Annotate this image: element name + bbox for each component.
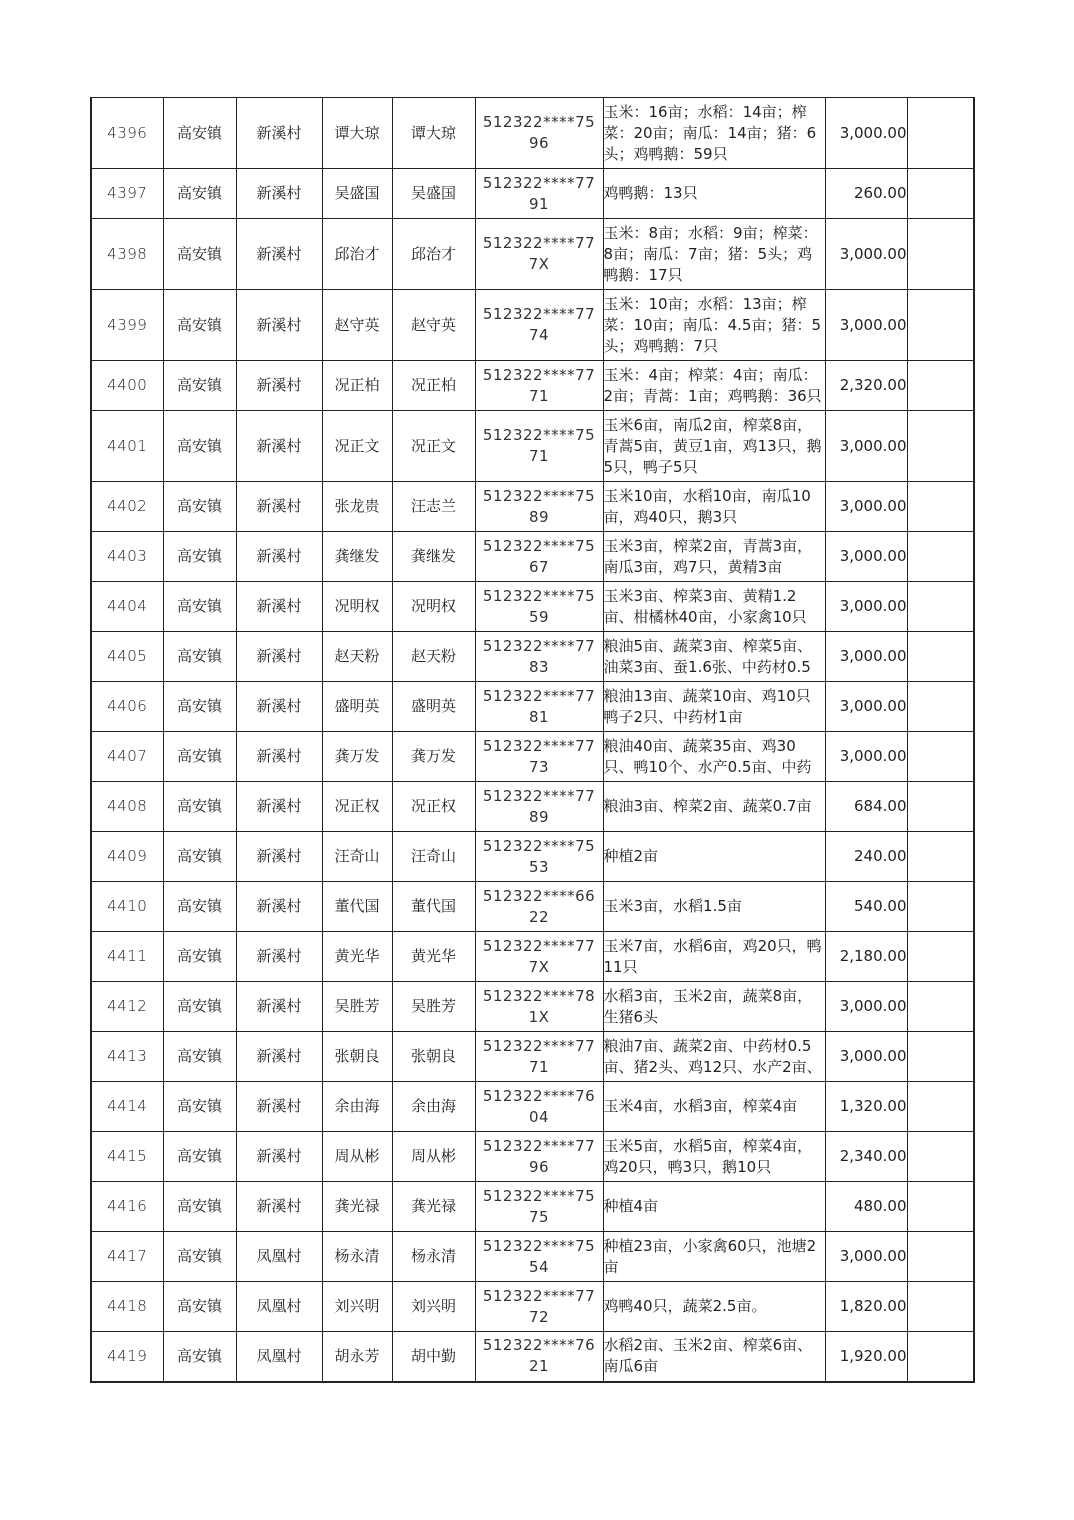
amount-cell: 1,320.00	[825, 1082, 907, 1132]
household-head-cell: 赵守英	[322, 290, 392, 361]
remark-cell	[907, 482, 974, 532]
remark-cell	[907, 982, 974, 1032]
household-head-cell: 刘兴明	[322, 1282, 392, 1332]
table-row	[91, 732, 974, 782]
row-number-cell: 4415	[91, 1132, 163, 1182]
id-number-cell: 512322****777X	[475, 932, 603, 982]
id-number-cell: 512322****7796	[475, 1132, 603, 1182]
id-number-cell: 512322****7772	[475, 1282, 603, 1332]
production-description-cell: 玉米：16亩；水稻：14亩；榨菜：20亩；南瓜：14亩；猪：6头；鸡鸭鹅：59只	[603, 98, 825, 169]
amount-cell: 3,000.00	[825, 532, 907, 582]
production-description-cell: 种植2亩	[603, 832, 825, 882]
row-number-cell: 4409	[91, 832, 163, 882]
table-body	[91, 98, 974, 1382]
production-description-cell: 鸡鸭鹅：13只	[603, 169, 825, 219]
remark-cell	[907, 832, 974, 882]
village-cell: 新溪村	[236, 411, 322, 482]
household-head-cell: 赵天粉	[322, 632, 392, 682]
household-head-cell: 董代国	[322, 882, 392, 932]
village-cell: 新溪村	[236, 682, 322, 732]
remark-cell	[907, 361, 974, 411]
row-number-cell: 4398	[91, 219, 163, 290]
household-head-cell: 谭大琼	[322, 98, 392, 169]
payee-cell: 况正柏	[392, 361, 475, 411]
row-number-cell: 4407	[91, 732, 163, 782]
household-head-cell: 张朝良	[322, 1032, 392, 1082]
village-cell: 新溪村	[236, 361, 322, 411]
remark-cell	[907, 1032, 974, 1082]
household-head-cell: 龚光禄	[322, 1182, 392, 1232]
table-row	[91, 98, 974, 169]
town-cell: 高安镇	[163, 882, 236, 932]
id-number-cell: 512322****7553	[475, 832, 603, 882]
production-description-cell: 粮油3亩、榨菜2亩、蔬菜0.7亩	[603, 782, 825, 832]
town-cell: 高安镇	[163, 932, 236, 982]
id-number-cell: 512322****7604	[475, 1082, 603, 1132]
remark-cell	[907, 1232, 974, 1282]
payee-cell: 龚万发	[392, 732, 475, 782]
town-cell: 高安镇	[163, 832, 236, 882]
id-number-cell: 512322****7789	[475, 782, 603, 832]
remark-cell	[907, 782, 974, 832]
remark-cell	[907, 1332, 974, 1382]
town-cell: 高安镇	[163, 1082, 236, 1132]
village-cell: 新溪村	[236, 482, 322, 532]
production-description-cell: 玉米7亩，水稻6亩，鸡20只，鸭11只	[603, 932, 825, 982]
production-description-cell: 种植4亩	[603, 1182, 825, 1232]
village-cell: 新溪村	[236, 982, 322, 1032]
id-number-cell: 512322****7567	[475, 532, 603, 582]
amount-cell: 684.00	[825, 782, 907, 832]
payee-cell: 胡中勤	[392, 1332, 475, 1382]
remark-cell	[907, 98, 974, 169]
payee-cell: 龚继发	[392, 532, 475, 582]
village-cell: 新溪村	[236, 1032, 322, 1082]
row-number-cell: 4412	[91, 982, 163, 1032]
village-cell: 新溪村	[236, 732, 322, 782]
village-cell: 新溪村	[236, 782, 322, 832]
payee-cell: 周从彬	[392, 1132, 475, 1182]
row-number-cell: 4399	[91, 290, 163, 361]
town-cell: 高安镇	[163, 782, 236, 832]
payee-cell: 杨永清	[392, 1232, 475, 1282]
remark-cell	[907, 932, 974, 982]
row-number-cell: 4402	[91, 482, 163, 532]
production-description-cell: 粮油5亩、蔬菜3亩、榨菜5亩、油菜3亩、蚕1.6张、中药材0.5	[603, 632, 825, 682]
row-number-cell: 4410	[91, 882, 163, 932]
table-row	[91, 1282, 974, 1332]
amount-cell: 2,340.00	[825, 1132, 907, 1182]
id-number-cell: 512322****7575	[475, 1182, 603, 1232]
remark-cell	[907, 1132, 974, 1182]
id-number-cell: 512322****7571	[475, 411, 603, 482]
row-number-cell: 4416	[91, 1182, 163, 1232]
amount-cell: 3,000.00	[825, 732, 907, 782]
id-number-cell: 512322****7774	[475, 290, 603, 361]
row-number-cell: 4414	[91, 1082, 163, 1132]
amount-cell: 1,820.00	[825, 1282, 907, 1332]
production-description-cell: 粮油13亩、蔬菜10亩、鸡10只鸭子2只、中药材1亩	[603, 682, 825, 732]
town-cell: 高安镇	[163, 361, 236, 411]
table-row	[91, 219, 974, 290]
row-number-cell: 4404	[91, 582, 163, 632]
town-cell: 高安镇	[163, 98, 236, 169]
table-row	[91, 361, 974, 411]
production-description-cell: 玉米：10亩；水稻：13亩；榨菜：10亩；南瓜：4.5亩；猪：5头；鸡鸭鹅：7只	[603, 290, 825, 361]
table-row	[91, 782, 974, 832]
payee-cell: 况正文	[392, 411, 475, 482]
remark-cell	[907, 1182, 974, 1232]
payee-cell: 邱治才	[392, 219, 475, 290]
row-number-cell: 4401	[91, 411, 163, 482]
id-number-cell: 512322****7781	[475, 682, 603, 732]
production-description-cell: 粮油40亩、蔬菜35亩、鸡30只、鸭10个、水产0.5亩、中药	[603, 732, 825, 782]
id-number-cell: 512322****7554	[475, 1232, 603, 1282]
village-cell: 凤凰村	[236, 1232, 322, 1282]
table-row	[91, 290, 974, 361]
town-cell: 高安镇	[163, 1232, 236, 1282]
household-head-cell: 周从彬	[322, 1132, 392, 1182]
amount-cell: 480.00	[825, 1182, 907, 1232]
row-number-cell: 4413	[91, 1032, 163, 1082]
household-head-cell: 杨永清	[322, 1232, 392, 1282]
row-number-cell: 4411	[91, 932, 163, 982]
village-cell: 新溪村	[236, 1132, 322, 1182]
payee-cell: 况明权	[392, 582, 475, 632]
row-number-cell: 4397	[91, 169, 163, 219]
remark-cell	[907, 290, 974, 361]
village-cell: 新溪村	[236, 532, 322, 582]
amount-cell: 260.00	[825, 169, 907, 219]
household-head-cell: 况正柏	[322, 361, 392, 411]
town-cell: 高安镇	[163, 732, 236, 782]
remark-cell	[907, 732, 974, 782]
table-row	[91, 482, 974, 532]
village-cell: 新溪村	[236, 1182, 322, 1232]
amount-cell: 2,320.00	[825, 361, 907, 411]
table-row	[91, 1182, 974, 1232]
table-row	[91, 169, 974, 219]
household-head-cell: 余由海	[322, 1082, 392, 1132]
table-row	[91, 682, 974, 732]
remark-cell	[907, 169, 974, 219]
table-row	[91, 1232, 974, 1282]
id-number-cell: 512322****777X	[475, 219, 603, 290]
table-row	[91, 532, 974, 582]
production-description-cell: 种植23亩，小家禽60只，池塘2亩	[603, 1232, 825, 1282]
table-row	[91, 1332, 974, 1382]
production-description-cell: 玉米10亩，水稻10亩，南瓜10亩，鸡40只，鹅3只	[603, 482, 825, 532]
table-row	[91, 1132, 974, 1182]
table-row	[91, 932, 974, 982]
row-number-cell: 4406	[91, 682, 163, 732]
payee-cell: 张朝良	[392, 1032, 475, 1082]
household-head-cell: 况正文	[322, 411, 392, 482]
payee-cell: 吴盛国	[392, 169, 475, 219]
village-cell: 新溪村	[236, 632, 322, 682]
row-number-cell: 4403	[91, 532, 163, 582]
town-cell: 高安镇	[163, 1132, 236, 1182]
payee-cell: 余由海	[392, 1082, 475, 1132]
amount-cell: 3,000.00	[825, 98, 907, 169]
row-number-cell: 4405	[91, 632, 163, 682]
payee-cell: 汪志兰	[392, 482, 475, 532]
production-description-cell: 玉米6亩，南瓜2亩，榨菜8亩，青蒿5亩，黄豆1亩，鸡13只，鹅5只，鸭子5只	[603, 411, 825, 482]
id-number-cell: 512322****7559	[475, 582, 603, 632]
amount-cell: 240.00	[825, 832, 907, 882]
production-description-cell: 玉米3亩，榨菜2亩，青蒿3亩，南瓜3亩，鸡7只，黄精3亩	[603, 532, 825, 582]
id-number-cell: 512322****781X	[475, 982, 603, 1032]
row-number-cell: 4418	[91, 1282, 163, 1332]
town-cell: 高安镇	[163, 290, 236, 361]
table-row	[91, 1082, 974, 1132]
household-head-cell: 龚继发	[322, 532, 392, 582]
village-cell: 新溪村	[236, 169, 322, 219]
id-number-cell: 512322****7791	[475, 169, 603, 219]
amount-cell: 3,000.00	[825, 411, 907, 482]
row-number-cell: 4419	[91, 1332, 163, 1382]
payee-cell: 刘兴明	[392, 1282, 475, 1332]
row-number-cell: 4408	[91, 782, 163, 832]
household-head-cell: 盛明英	[322, 682, 392, 732]
town-cell: 高安镇	[163, 1182, 236, 1232]
town-cell: 高安镇	[163, 682, 236, 732]
remark-cell	[907, 532, 974, 582]
remark-cell	[907, 882, 974, 932]
town-cell: 高安镇	[163, 169, 236, 219]
amount-cell: 3,000.00	[825, 582, 907, 632]
payee-cell: 况正权	[392, 782, 475, 832]
household-head-cell: 张龙贵	[322, 482, 392, 532]
village-cell: 凤凰村	[236, 1282, 322, 1332]
payee-cell: 谭大琼	[392, 98, 475, 169]
remark-cell	[907, 632, 974, 682]
table-row	[91, 982, 974, 1032]
village-cell: 新溪村	[236, 832, 322, 882]
remark-cell	[907, 1282, 974, 1332]
amount-cell: 540.00	[825, 882, 907, 932]
town-cell: 高安镇	[163, 219, 236, 290]
id-number-cell: 512322****7621	[475, 1332, 603, 1382]
household-head-cell: 况明权	[322, 582, 392, 632]
town-cell: 高安镇	[163, 982, 236, 1032]
amount-cell: 1,920.00	[825, 1332, 907, 1382]
production-description-cell: 玉米：8亩；水稻：9亩；榨菜：8亩；南瓜：7亩；猪：5头；鸡鸭鹅：17只	[603, 219, 825, 290]
household-head-cell: 汪奇山	[322, 832, 392, 882]
town-cell: 高安镇	[163, 582, 236, 632]
remark-cell	[907, 219, 974, 290]
amount-cell: 3,000.00	[825, 1232, 907, 1282]
id-number-cell: 512322****6622	[475, 882, 603, 932]
table-row	[91, 882, 974, 932]
id-number-cell: 512322****7589	[475, 482, 603, 532]
production-description-cell: 玉米4亩，水稻3亩，榨菜4亩	[603, 1082, 825, 1132]
household-head-cell: 胡永芳	[322, 1332, 392, 1382]
remark-cell	[907, 682, 974, 732]
village-cell: 新溪村	[236, 98, 322, 169]
payee-cell: 汪奇山	[392, 832, 475, 882]
row-number-cell: 4396	[91, 98, 163, 169]
town-cell: 高安镇	[163, 482, 236, 532]
table-row	[91, 832, 974, 882]
production-description-cell: 水稻2亩、玉米2亩、榨菜6亩、南瓜6亩	[603, 1332, 825, 1382]
town-cell: 高安镇	[163, 632, 236, 682]
town-cell: 高安镇	[163, 532, 236, 582]
id-number-cell: 512322****7596	[475, 98, 603, 169]
remark-cell	[907, 1082, 974, 1132]
household-head-cell: 龚万发	[322, 732, 392, 782]
town-cell: 高安镇	[163, 1282, 236, 1332]
payee-cell: 盛明英	[392, 682, 475, 732]
production-description-cell: 玉米3亩，水稻1.5亩	[603, 882, 825, 932]
village-cell: 新溪村	[236, 582, 322, 632]
payee-cell: 赵守英	[392, 290, 475, 361]
amount-cell: 3,000.00	[825, 290, 907, 361]
payee-cell: 赵天粉	[392, 632, 475, 682]
village-cell: 新溪村	[236, 882, 322, 932]
table-row	[91, 411, 974, 482]
production-description-cell: 玉米5亩，水稻5亩，榨菜4亩，鸡20只，鸭3只，鹅10只	[603, 1132, 825, 1182]
household-head-cell: 吴盛国	[322, 169, 392, 219]
id-number-cell: 512322****7771	[475, 1032, 603, 1082]
production-description-cell: 粮油7亩、蔬菜2亩、中药材0.5亩、猪2头、鸡12只、水产2亩、	[603, 1032, 825, 1082]
table-row	[91, 632, 974, 682]
row-number-cell: 4417	[91, 1232, 163, 1282]
id-number-cell: 512322****7771	[475, 361, 603, 411]
production-description-cell: 鸡鸭40只，蔬菜2.5亩。	[603, 1282, 825, 1332]
production-description-cell: 玉米：4亩；榨菜：4亩；南瓜：2亩；青蒿：1亩；鸡鸭鹅：36只	[603, 361, 825, 411]
row-number-cell: 4400	[91, 361, 163, 411]
subsidy-table	[90, 97, 975, 1383]
village-cell: 新溪村	[236, 219, 322, 290]
id-number-cell: 512322****7773	[475, 732, 603, 782]
amount-cell: 3,000.00	[825, 219, 907, 290]
table-row	[91, 582, 974, 632]
payee-cell: 董代国	[392, 882, 475, 932]
household-head-cell: 吴胜芳	[322, 982, 392, 1032]
town-cell: 高安镇	[163, 1332, 236, 1382]
town-cell: 高安镇	[163, 411, 236, 482]
remark-cell	[907, 411, 974, 482]
village-cell: 凤凰村	[236, 1332, 322, 1382]
household-head-cell: 黄光华	[322, 932, 392, 982]
amount-cell: 3,000.00	[825, 682, 907, 732]
village-cell: 新溪村	[236, 932, 322, 982]
id-number-cell: 512322****7783	[475, 632, 603, 682]
amount-cell: 2,180.00	[825, 932, 907, 982]
town-cell: 高安镇	[163, 1032, 236, 1082]
payee-cell: 黄光华	[392, 932, 475, 982]
remark-cell	[907, 582, 974, 632]
household-head-cell: 邱治才	[322, 219, 392, 290]
payee-cell: 龚光禄	[392, 1182, 475, 1232]
amount-cell: 3,000.00	[825, 1032, 907, 1082]
production-description-cell: 玉米3亩、榨菜3亩、黄精1.2亩、柑橘林40亩，小家禽10只	[603, 582, 825, 632]
village-cell: 新溪村	[236, 1082, 322, 1132]
table-row	[91, 1032, 974, 1082]
village-cell: 新溪村	[236, 290, 322, 361]
payee-cell: 吴胜芳	[392, 982, 475, 1032]
household-head-cell: 况正权	[322, 782, 392, 832]
amount-cell: 3,000.00	[825, 482, 907, 532]
amount-cell: 3,000.00	[825, 632, 907, 682]
production-description-cell: 水稻3亩，玉米2亩，蔬菜8亩，生猪6头	[603, 982, 825, 1032]
amount-cell: 3,000.00	[825, 982, 907, 1032]
